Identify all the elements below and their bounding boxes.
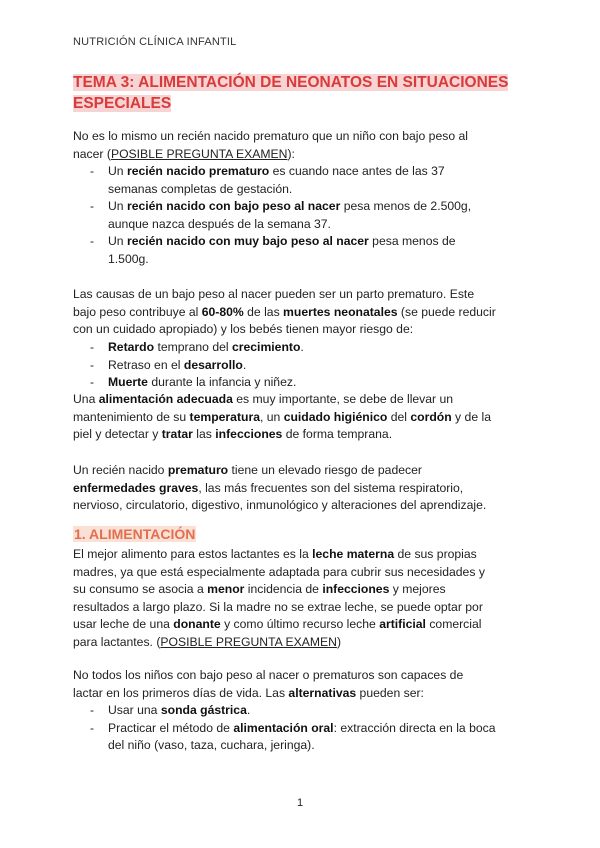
exam-note: POSIBLE PREGUNTA EXAMEN	[160, 634, 337, 649]
care-paragraph: Una alimentación adecuada es muy importante, se debe de llevar un mantenimiento de su temperatura, un cuidado higiénico del cordón y de la piel y detectar y tratar las infecciones de forma temprana.	[73, 392, 491, 442]
list-item: - Retardo temprano del crecimiento.	[73, 339, 531, 357]
title-highlight: TEMA 3: ALIMENTACIÓN DE NEONATOS EN SITUACIONES ESPECIALES	[73, 74, 509, 112]
feeding-paragraph: El mejor alimento para estos lactantes es la leche materna de sus propias madres, ya que está especialmente adaptada para cubrir sus necesidades y su consumo se asocia a menor incidencia de infecciones y mejores resultados a largo plazo. Si la madre no se extrae leche, se puede optar por usar leche de una donante y como último recurso leche artificial comercial para lactantes. (POSIBLE PREGUNTA EXAMEN)	[73, 547, 485, 649]
alternatives-list	[73, 702, 531, 755]
list-item: - Muerte durante la infancia y niñez.	[73, 374, 531, 392]
alternatives-paragraph: No todos los niños con bajo peso al nacer o prematuros son capaces de lactar en los primeros días de vida. Las alternativas pueden ser:	[73, 668, 464, 700]
page-title	[73, 72, 533, 114]
list-item: - Practicar el método de alimentación oral: extracción directa en la boca del niño (vaso, taza, cuchara, jeringa).	[73, 720, 531, 755]
causes-paragraph: Las causas de un bajo peso al nacer pueden ser un parto prematuro. Este bajo peso contribuye al 60-80% de las muertes neonatales (se puede reducir con un cuidado apropiado) y los bebés tienen mayor riesgo de:	[73, 287, 496, 337]
list-item: - Un recién nacido con bajo peso al nacer pesa menos de 2.500g, aunque nazca después de la semana 37.	[73, 198, 531, 233]
definitions-list	[73, 163, 531, 269]
intro-paragraph: No es lo mismo un recién nacido prematuro que un niño con bajo peso al nacer (POSIBLE PREGUNTA EXAMEN):	[73, 129, 468, 161]
page-number: 1	[296, 797, 304, 809]
exam-note: POSIBLE PREGUNTA EXAMEN	[110, 146, 288, 161]
premature-paragraph: Un recién nacido prematuro tiene un elevado riesgo de padecer enfermedades graves, las más frecuentes son del sistema respiratorio, nervioso, circulatorio, digestivo, inmunológico y alteraciones del aprendizaje.	[73, 463, 487, 513]
list-item: - Un recién nacido con muy bajo peso al nacer pesa menos de 1.500g.	[73, 233, 531, 268]
risks-list	[73, 339, 531, 392]
section-heading: 1. ALIMENTACIÓN	[74, 526, 196, 542]
list-item: - Retraso en el desarrollo.	[73, 357, 531, 375]
list-item: - Un recién nacido prematuro es cuando nace antes de las 37 semanas completas de gestación.	[73, 163, 531, 198]
page-header: NUTRICIÓN CLÍNICA INFANTIL	[73, 36, 237, 48]
list-item: - Usar una sonda gástrica.	[73, 702, 531, 720]
